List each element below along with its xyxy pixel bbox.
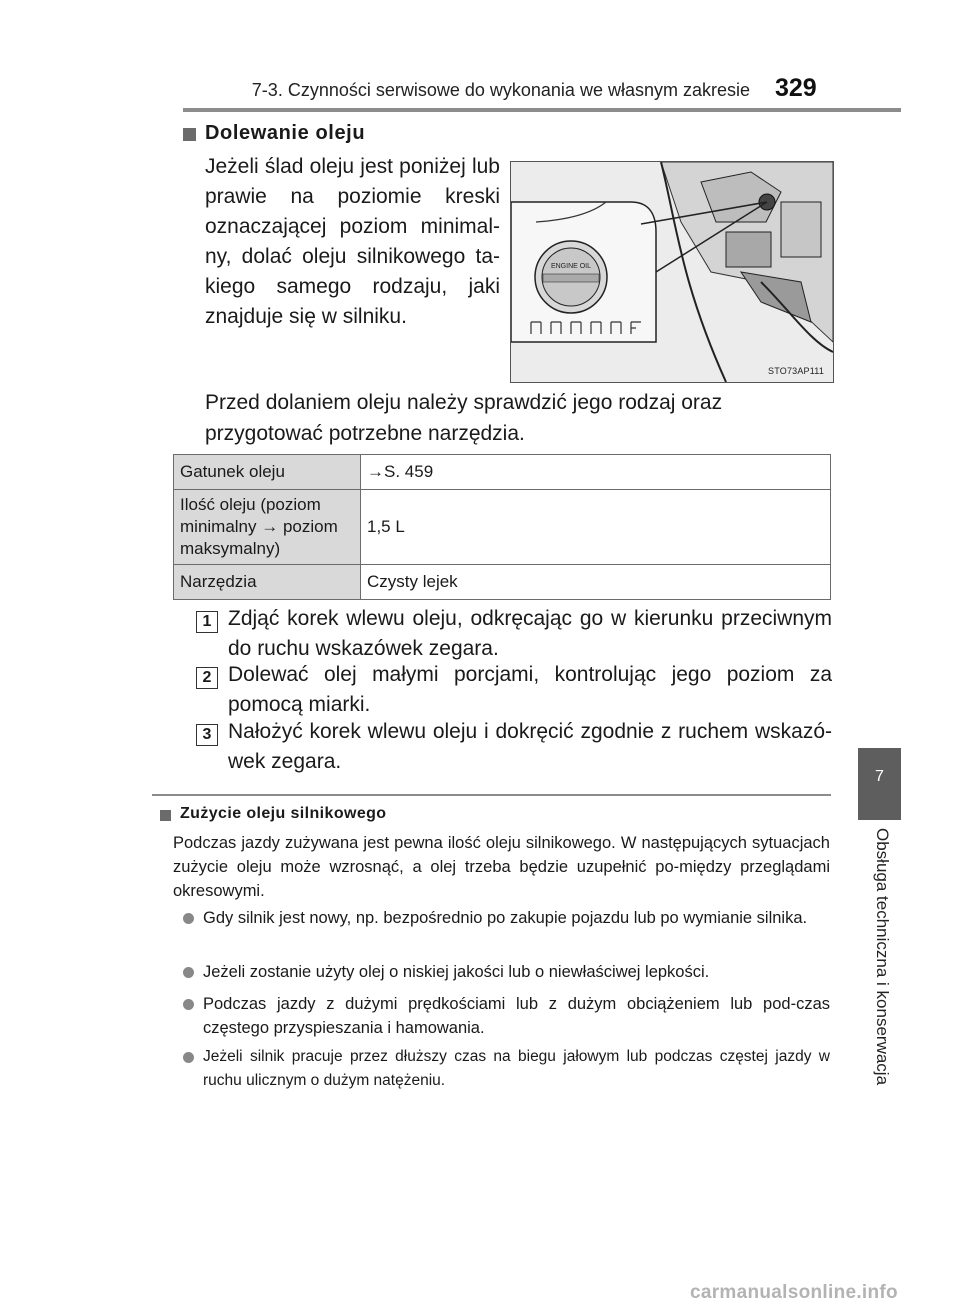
section-heading-oil-refill: Dolewanie oleju (205, 122, 366, 144)
oil-spec-table (173, 454, 831, 600)
watermark: carmanualsonline.info (690, 1282, 898, 1303)
section-square-icon (183, 128, 196, 141)
step-text-2: Dolewać olej małymi porcjami, kontrolując jego poziom za pomocą miarki. (228, 663, 832, 716)
bullet-dot-icon (183, 913, 194, 924)
section-heading-oil-consumption: Zużycie oleju silnikowego (180, 805, 387, 822)
cap-label: ENGINE OIL (550, 263, 592, 270)
running-header-title: 7-3. Czynności serwisowe do wykonania we własnym zakresie (251, 80, 750, 100)
table-value: Czysty lejek (361, 565, 831, 600)
page-number: 329 (775, 74, 817, 102)
bullet-dot-icon (183, 999, 194, 1010)
list-item: Jeżeli silnik pracuje przez dłuższy czas na biegu jałowym lub podczas częstej jazdy w ruchu ulicznym o dużym natężeniu. (203, 1048, 830, 1089)
engine-oil-cap-figure (510, 161, 834, 383)
section-square-icon (160, 810, 171, 821)
list-item: Podczas jazdy z dużymi prędkościami lub z dużym obciążeniem lub pod-czas częstego przyspieszania i hamowania. (203, 995, 830, 1037)
table-row (174, 455, 831, 490)
table-value: →S. 459 (361, 455, 831, 490)
preparation-paragraph: Przed dolaniem oleju należy sprawdzić jego rodzaj oraz przygotować potrzebne narzędzia. (205, 391, 723, 445)
step-number-1: 1 (196, 611, 218, 633)
table-row (174, 490, 831, 565)
intro-paragraph: Jeżeli ślad oleju jest poniżej lub prawie na poziomie kreski oznaczającej poziom minimal-ny, dolać oleju silnikowego ta-kiego samego rodzaju, jaki znajduje się w silniku. (205, 155, 500, 328)
chapter-number: 7 (875, 768, 884, 785)
header-rule (183, 108, 901, 112)
step-text-1: Zdjąć korek wlewu oleju, odkręcając go w kierunku przeciwnym do ruchu wskazówek zegara. (228, 607, 832, 660)
table-row (174, 565, 831, 600)
list-item: Jeżeli zostanie użyty olej o niskiej jakości lub o niewłaściwej lepkości. (203, 963, 710, 981)
table-key: Ilość oleju (poziom minimalny → poziom maksymalny) (174, 490, 361, 565)
table-key: Narzędzia (174, 565, 361, 600)
step-number-2: 2 (196, 667, 218, 689)
engine-bay-illustration (511, 162, 833, 382)
list-item: Gdy silnik jest nowy, np. bezpośrednio po zakupie pojazdu lub po wymianie silnika. (203, 909, 808, 927)
chapter-title: Obsługa techniczna i konserwacja (873, 828, 892, 1086)
bullet-dot-icon (183, 1052, 194, 1063)
step-number-3: 3 (196, 724, 218, 746)
figure-code: STO73AP111 (768, 366, 825, 376)
table-key: Gatunek oleju (174, 455, 361, 490)
chapter-title-vertical (835, 828, 925, 1128)
table-value: 1,5 L (361, 490, 831, 565)
consumption-paragraph: Podczas jazdy zużywana jest pewna ilość oleju silnikowego. W następujących sytuacjach zużycie oleju może wzrosnąć, a olej trzeba będzie uzupełnić po-między przeglądami okresowymi. (173, 834, 830, 900)
bullet-dot-icon (183, 967, 194, 978)
section-divider (152, 794, 831, 796)
step-text-3: Nałożyć korek wlewu oleju i dokręcić zgodnie z ruchem wskazó-wek zegara. (228, 720, 832, 773)
